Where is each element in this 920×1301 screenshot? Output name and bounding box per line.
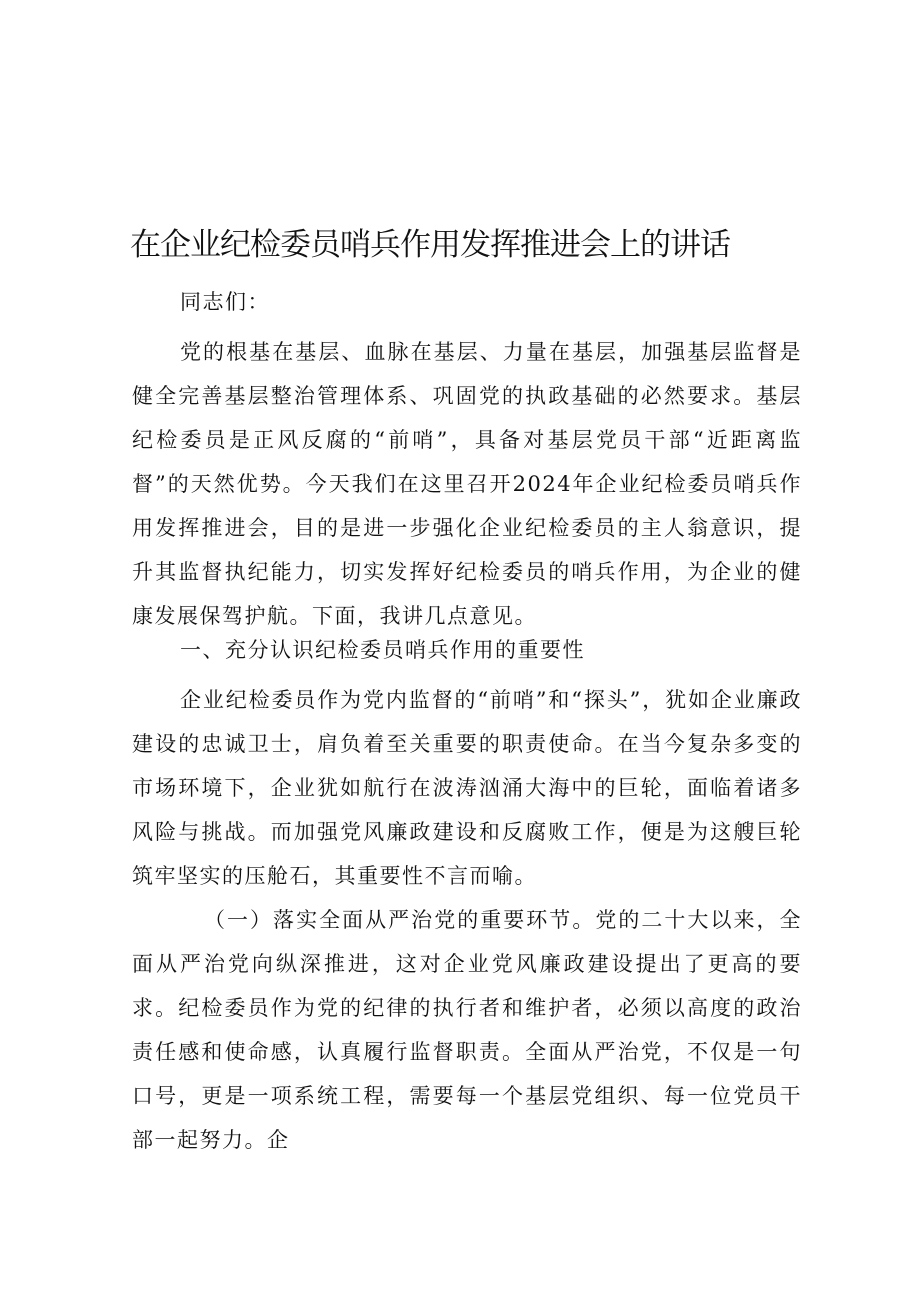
section-heading: 一、充分认识纪检委员哨兵作用的重要性 xyxy=(180,638,585,662)
document-title: 在企业纪检委员哨兵作用发挥推进会上的讲话 xyxy=(130,227,730,263)
paragraph-intro: 党的根基在基层、血脉在基层、力量在基层，加强基层监督是健全完善基层整治管理体系、巩固党的执政基础的必然要求。基层纪检委员是正风反腐的“前哨”，具备对基层党员干部“近距离监督”的天然优势。今天我们在这里召开2024年企业纪检委员哨兵作用发挥推进会，目的是进一步强化企业纪检委员的主人翁意识，提升其监督执纪能力，切实发挥好纪检委员的哨兵作用，为企业的健康发展保驾护航。下面，我讲几点意见。 xyxy=(132,340,802,628)
paragraph-importance: 企业纪检委员作为党内监督的“前哨”和“探头”，犹如企业廉政建设的忠诚卫士，肩负着至关重要的职责使命。在当今复杂多变的市场环境下，企业犹如航行在波涛汹涌大海中的巨轮，面临着诸多风险与挑战。而加强党风廉政建设和反腐败工作，便是为这艘巨轮筑牢坚实的压舱石，其重要性不言而喻。 xyxy=(132,688,802,888)
paragraph-subsection-1: （一）落实全面从严治党的重要环节。党的二十大以来，全面从严治党向纵深推进，这对企业党风廉政建设提出了更高的要求。纪检委员作为党的纪律的执行者和维护者，必须以高度的政治责任感和使命感，认真履行监督职责。全面从严治党，不仅是一句口号，更是一项系统工程，需要每一个基层党组织、每一位党员干部一起努力。企 xyxy=(132,908,802,1152)
salutation: 同志们： xyxy=(180,290,270,314)
